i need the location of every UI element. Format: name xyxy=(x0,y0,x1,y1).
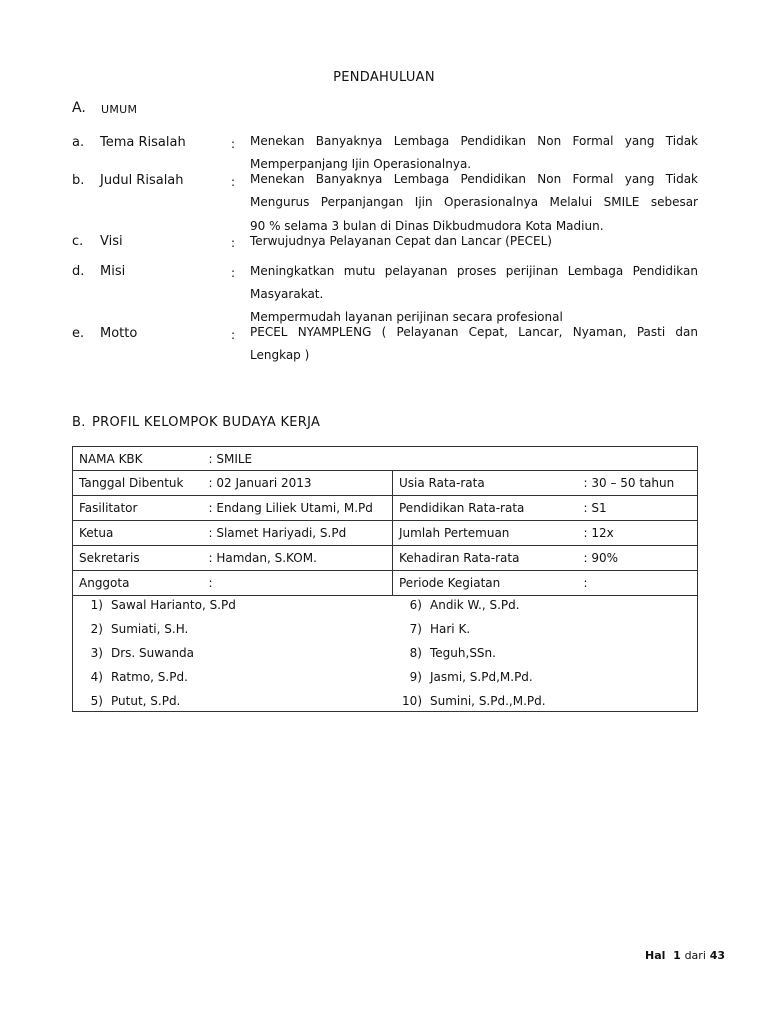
section-b-title: PROFIL KELOMPOK BUDAYA KERJA xyxy=(92,415,321,430)
item-label: Visi xyxy=(100,234,123,249)
list-item: 1) Sawal Harianto, S.Pd xyxy=(90,598,236,612)
item-letter: c. xyxy=(72,234,84,249)
row-label: Pendidikan Rata-rata xyxy=(393,496,578,521)
page-number: Hal 1 dari 43 xyxy=(645,949,726,962)
table-row xyxy=(73,471,698,496)
members-list xyxy=(73,596,697,711)
section-a-letter: A. xyxy=(72,100,86,116)
row-value: : Hamdan, S.KOM. xyxy=(203,546,393,571)
row-label: Tanggal Dibentuk xyxy=(73,471,203,496)
row-value: : Slamet Hariyadi, S.Pd xyxy=(203,521,393,546)
nama-kbk-label: NAMA KBK xyxy=(73,447,203,471)
item-value-line: Mengurus Perpanjangan Ijin Operasionalnya Melalui SMILE sebesar xyxy=(250,195,698,209)
item-tema-risalah xyxy=(72,135,232,153)
item-value-line: Terwujudnya Pelayanan Cepat dan Lancar (PECEL) xyxy=(250,234,552,248)
row-value: : 90% xyxy=(578,546,698,571)
list-item: 5) Putut, S.Pd. xyxy=(90,694,181,708)
row-label: Jumlah Pertemuan xyxy=(393,521,578,546)
row-label: Fasilitator xyxy=(73,496,203,521)
members-row xyxy=(73,596,698,712)
item-label: Tema Risalah xyxy=(100,135,186,150)
list-item: 8) Teguh,SSn. xyxy=(409,646,496,660)
item-value-line: Memperpanjang Ijin Operasionalnya. xyxy=(250,157,472,171)
item-value-line: Lengkap ) xyxy=(250,348,310,362)
item-colon: : xyxy=(231,266,236,280)
item-label: Misi xyxy=(100,264,126,279)
item-letter: d. xyxy=(72,264,85,279)
table-row xyxy=(73,496,698,521)
item-label: Motto xyxy=(100,326,138,341)
item-value-line: Mempermudah layanan perijinan secara profesional xyxy=(250,310,563,324)
list-item: 2) Sumiati, S.H. xyxy=(90,622,189,636)
nama-kbk-value: : SMILE xyxy=(203,447,698,471)
item-value-line: Menekan Banyaknya Lembaga Pendidikan Non Formal yang Tidak xyxy=(250,172,698,186)
row-value: : S1 xyxy=(578,496,698,521)
item-value-line: PECEL NYAMPLENG ( Pelayanan Cepat, Lancar, Nyaman, Pasti dan xyxy=(250,325,698,339)
list-item: 6) Andik W., S.Pd. xyxy=(409,598,520,612)
list-item: 3) Drs. Suwanda xyxy=(90,646,195,660)
item-value-line: Meningkatkan mutu pelayanan proses perijinan Lembaga Pendidikan xyxy=(250,264,698,278)
item-misi xyxy=(72,264,232,282)
list-item: 10) Sumini, S.Pd.,M.Pd. xyxy=(402,694,546,708)
item-letter: a. xyxy=(72,135,85,150)
item-letter: b. xyxy=(72,173,85,188)
item-value-line: Menekan Banyaknya Lembaga Pendidikan Non Formal yang Tidak xyxy=(250,134,698,148)
item-letter: e. xyxy=(72,326,85,341)
item-colon: : xyxy=(231,328,236,342)
row-value: : 30 – 50 tahun xyxy=(578,471,698,496)
row-label: Kehadiran Rata-rata xyxy=(393,546,578,571)
item-label: Judul Risalah xyxy=(100,173,184,188)
item-judul-risalah xyxy=(72,173,232,191)
row-value: : 02 Januari 2013 xyxy=(203,471,393,496)
section-b-letter: B. xyxy=(72,415,86,430)
item-colon: : xyxy=(231,236,236,250)
item-value-line: Masyarakat. xyxy=(250,287,324,301)
profil-table xyxy=(72,446,698,712)
item-visi xyxy=(72,234,232,252)
table-row xyxy=(73,546,698,571)
row-value: : 12x xyxy=(578,521,698,546)
row-value: : xyxy=(203,571,393,596)
section-a-title: UMUM xyxy=(101,103,138,116)
table-row xyxy=(73,521,698,546)
row-label: Sekretaris xyxy=(73,546,203,571)
item-value-line: 90 % selama 3 bulan di Dinas Dikbudmudora Kota Madiun. xyxy=(250,219,604,233)
row-label: Anggota xyxy=(73,571,203,596)
table-row xyxy=(73,447,698,471)
table-row xyxy=(73,571,698,596)
item-colon: : xyxy=(231,175,236,189)
members-cell xyxy=(73,596,698,712)
item-colon: : xyxy=(231,137,236,151)
row-value: : Endang Liliek Utami, M.Pd xyxy=(203,496,393,521)
row-label: Periode Kegiatan xyxy=(393,571,578,596)
page-title: PENDAHULUAN xyxy=(333,70,435,85)
row-label: Usia Rata-rata xyxy=(393,471,578,496)
item-motto xyxy=(72,326,232,344)
row-label: Ketua xyxy=(73,521,203,546)
list-item: 7) Hari K. xyxy=(409,622,471,636)
list-item: 4) Ratmo, S.Pd. xyxy=(90,670,188,684)
list-item: 9) Jasmi, S.Pd,M.Pd. xyxy=(409,670,533,684)
section-b-heading xyxy=(72,415,320,430)
row-value: : xyxy=(578,571,698,596)
